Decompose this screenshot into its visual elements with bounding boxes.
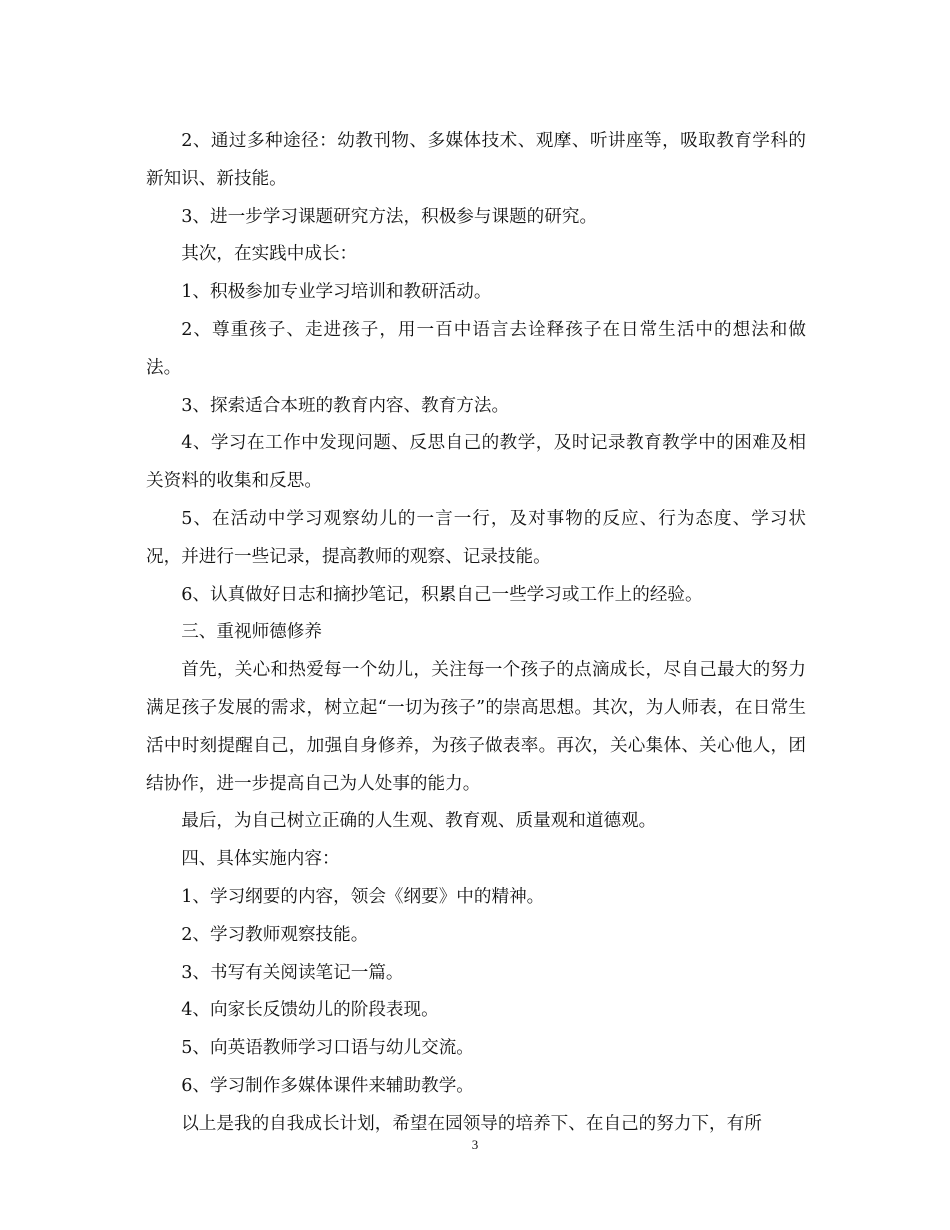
paragraph: 2、通过多种途径：幼教刊物、多媒体技术、观摩、听讲座等，吸取教育学科的新知识、新技能。: [146, 131, 806, 189]
list-item: 6、学习制作多媒体课件来辅助教学。: [181, 1075, 474, 1096]
paragraph: 4、学习在工作中发现问题、反思自己的教学，及时记录教育教学中的困难及相关资料的收集和反思。: [146, 433, 806, 492]
paragraph: 其次，在实践中成长：: [181, 244, 358, 265]
list-item: 1、学习纲要的内容，领会《纲要》中的精神。: [181, 886, 545, 907]
list-item: 2、学习教师观察技能。: [181, 924, 369, 945]
list-item: 4、向家长反馈幼儿的阶段表现。: [181, 1000, 439, 1021]
paragraph: 最后，为自己树立正确的人生观、教育观、质量观和道德观。: [181, 811, 657, 832]
paragraph: 5、在活动中学习观察幼儿的一言一行，及对事物的反应、行为态度、学习状况，并进行一些记录，提高教师的观察、记录技能。: [146, 508, 806, 567]
paragraph: 首先，关心和热爱每一个幼儿，关注每一个孩子的点滴成长，尽自己最大的努力满足孩子发展的需求，树立起“一切为孩子”的崇高思想。其次，为人师表，在日常生活中时刻提醒自己，加强自身修养，为孩子做表率。再次，关心集体、关心他人，团结协作，进一步提高自己为人处事的能力。: [146, 660, 806, 794]
paragraph: 3、探索适合本班的教育内容、教育方法。: [181, 395, 510, 416]
paragraph: 6、认真做好日志和摘抄笔记，积累自己一些学习或工作上的经验。: [181, 584, 703, 605]
page-number: 3: [471, 1137, 479, 1152]
paragraph: 以上是我的自我成长计划，希望在园领导的培养下、在自己的努力下，有所: [181, 1113, 762, 1134]
section-heading: 三、重视师德修养: [181, 622, 322, 643]
section-heading: 四、具体实施内容：: [181, 849, 340, 870]
document-body: [146, 123, 806, 1144]
list-item: 3、书写有关阅读笔记一篇。: [181, 962, 404, 983]
paragraph: 1、积极参加专业学习培训和教研活动。: [181, 282, 492, 303]
paragraph: 3、进一步学习课题研究方法，积极参与课题的研究。: [181, 206, 598, 227]
list-item: 5、向英语教师学习口语与幼儿交流。: [181, 1038, 474, 1059]
paragraph: 2、尊重孩子、走进孩子，用一百中语言去诠释孩子在日常生活中的想法和做法。: [146, 319, 806, 378]
